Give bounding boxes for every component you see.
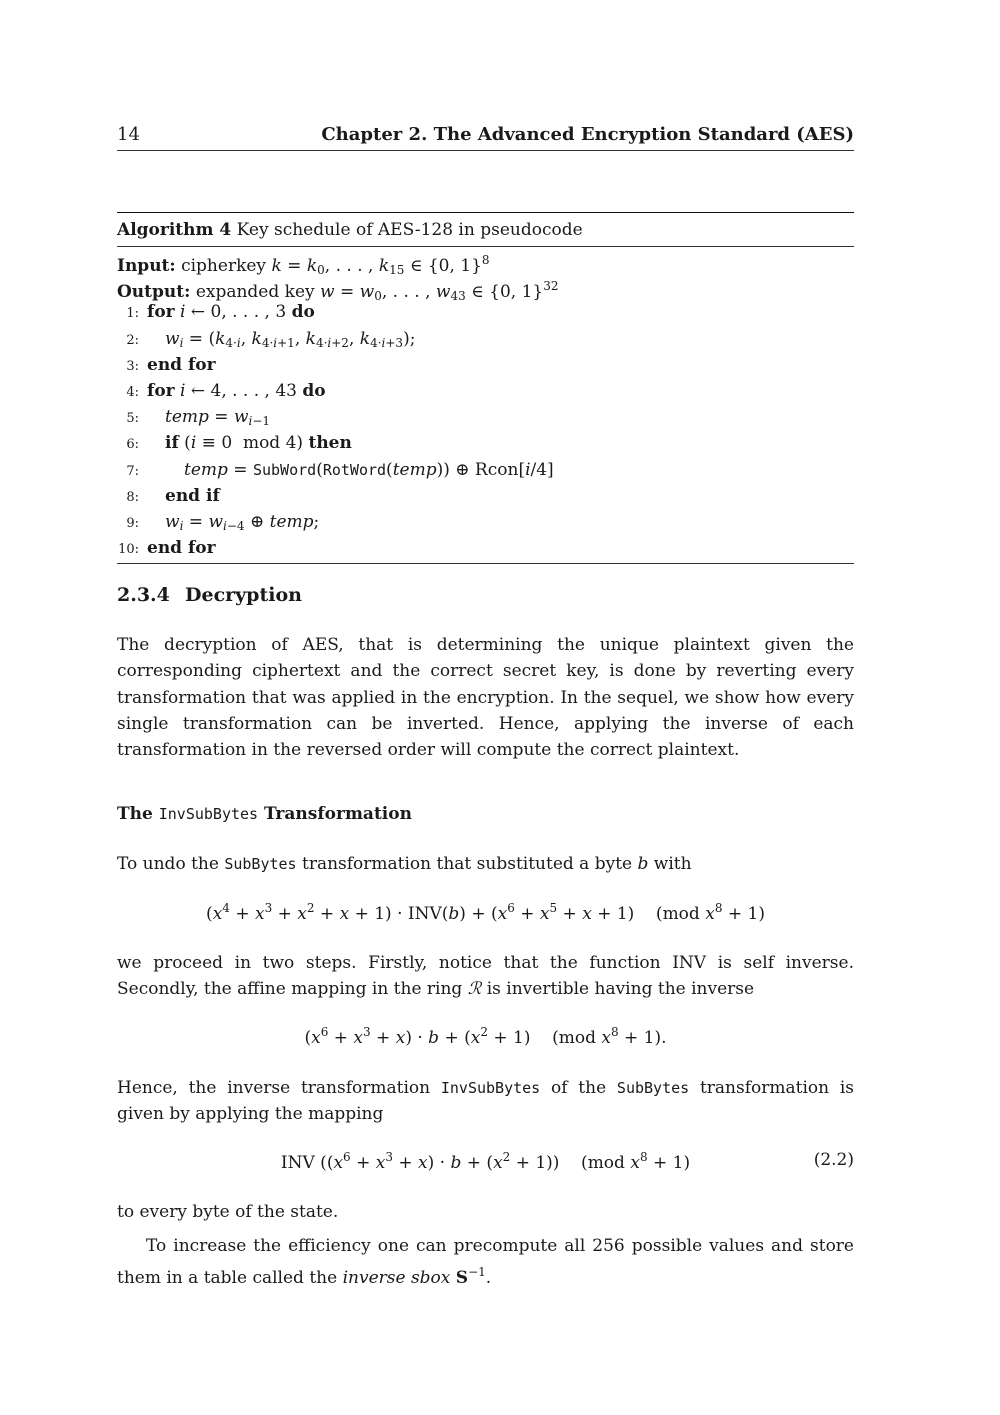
page-number: 14 — [117, 124, 140, 145]
algorithm-caption: Algorithm 4 Key schedule of AES-128 in pseudocode — [117, 213, 854, 247]
algorithm-line: 10: end for — [118, 538, 216, 559]
algorithm-line: 5: temp = $w_{i-1}$ — [126, 407, 271, 429]
equation: $(x^4 + x^3 + x^2 + x + 1) \cdot INV(b) + (x^6 + x^5 + x + 1)$ (mod $x^8 + 1$) — [206, 901, 765, 924]
algorithm-line: 8: end if — [126, 485, 220, 506]
subsection-heading: The InvSubBytes Transformation — [117, 804, 412, 824]
algorithm-line: 9: $w_i = w_{i-4}$ ⊕ temp; — [126, 511, 320, 533]
chapter-title: Chapter 2. The Advanced Encryption Standard (AES) — [321, 124, 854, 145]
algorithm-line: 1: for i ← 0, . . . , 3 do — [126, 302, 315, 323]
algorithm-box — [117, 212, 854, 564]
equation-numbered: INV $((x^6 + x^3 + x) \cdot b + (x^2 + 1))$ (mod $x^8 + 1$) (2.2) — [280, 1150, 854, 1173]
paragraph: The decryption of AES, that is determining the unique plaintext given the corresponding ciphertext and the correct secret key, is done by reverting every transformation that was applied in the encryption. In the sequel, we show how every single transformation can be inverted. Hence, applying the inverse of each transformation in the reversed order will compute the correct plaintext. — [117, 635, 854, 761]
algorithm-line: 2: $w_i = (k_{4\cdot i}$, $k_{4\cdot i+1}$, $k_{4\cdot i+2}$, $k_{4\cdot i+3}$); — [126, 328, 416, 350]
equation: $(x^6 + x^3 + x) \cdot b + (x^2 + 1)$ (mod $x^8 + 1$). — [304, 1025, 667, 1048]
algorithm-output: Output: expanded key $w = w_0$, . . . , $w_{43}$ ∈ {0, 1}$^{32}$ — [117, 279, 559, 304]
paragraph: To undo the SubBytes transformation that substituted a byte b with — [117, 854, 692, 874]
section-heading: 2.3.4 Decryption — [117, 584, 302, 606]
algorithm-line: 4: for i ← 4, . . . , 43 do — [126, 380, 326, 401]
paragraph: Hence, the inverse transformation InvSubBytes of the SubBytes transformation is given by applying the mapping — [117, 1078, 855, 1125]
paragraph: we proceed in two steps. Firstly, notice that the function INV is self inverse. Secondly, the affine mapping in the ring ℛ is invertible having the inverse — [117, 953, 854, 1000]
equation-number: (2.2) — [813, 1150, 854, 1170]
paper-page — [117, 0, 854, 1415]
algorithm-line: 7: temp = SubWord(RotWord(temp)) ⊕ Rcon[i/4] — [126, 459, 554, 480]
paragraph: to every byte of the state. — [117, 1202, 339, 1222]
algorithm-line: 3: end for — [126, 354, 216, 375]
algorithm-line: 6: if (i ≡ 0 mod 4) then — [126, 433, 352, 454]
paragraph: To increase the efficiency one can precompute all 256 possible values and store them in a table called the inverse sbox $S^{-1}$. — [117, 1236, 854, 1289]
algorithm-input: Input: cipherkey $k = k_0$, . . . , $k_{15}$ ∈ {0, 1}$^8$ — [117, 253, 490, 277]
running-header — [117, 124, 854, 151]
